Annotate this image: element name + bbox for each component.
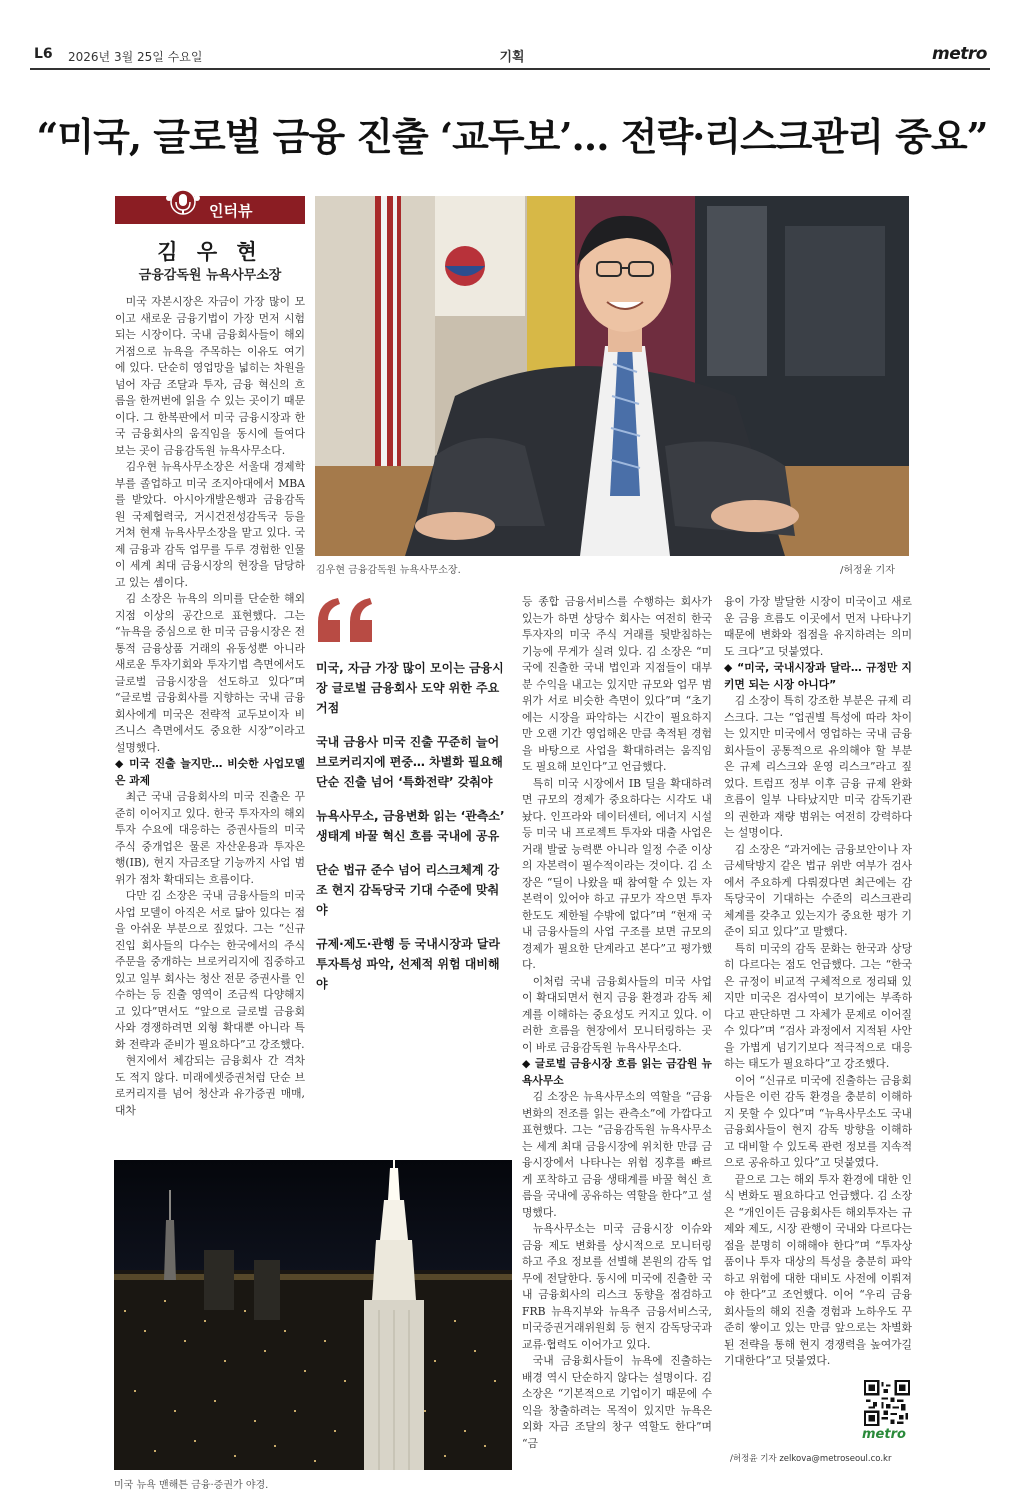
city-night-photo: [114, 1160, 512, 1470]
microphone-icon: [163, 188, 203, 222]
interview-photo-illustration: [315, 196, 909, 556]
footer-brand-logo: metro: [862, 1427, 906, 1442]
article-paragraph: 미국 자본시장은 자금이 가장 많이 모이고 새로운 금융기법이 가장 먼저 시험되는 시장이다. 국내 금융회사들이 해외 거점으로 뉴욕을 주목하는 이유도 여기에 있다. 단순히 영업망을 넓히는 차원을 넘어 자금 조달과 투자, 금융 혁신의 흐름을 한꺼번에 읽을 수 있는 곳이기 때문이다. 그 한복판에서 미국 금융시장과 한국 금융회사의 움직임을 동시에 들여다보는 곳이 금융감독원 뉴욕사무소다.: [115, 295, 305, 457]
article-paragraph: 김 소장은 뉴욕사무소의 역할을 “금융 변화의 전조를 읽는 관측소”에 가깝다고 표현했다. 그는 “금융감독원 뉴욕사무소는 세계 최대 금융시장에 위치한 만큼 금융시장에서 나타나는 위험 징후를 빠르게 포착하고 금융 생태계를 바꿀 혁신 흐름을 국내에 공유하는 역할을 한다”고 설명했다.: [522, 1090, 712, 1219]
article-paragraph: 뉴욕사무소는 미국 금융시장 이슈와 금융 제도 변화를 상시적으로 모니터링하고 주요 정보를 선별해 본원의 감독 업무에 전달한다. 동시에 미국에 진출한 국내 금융회사의 리스크 동향을 점검하고 FRB 뉴욕지부와 뉴욕주 금융서비스국, 미국증권거래위원회 등 현지 감독당국과 교류·협력도 이어가고 있다.: [522, 1222, 712, 1351]
pull-quote-box: [316, 596, 508, 1008]
interview-photo-credit: /허정윤 기자: [840, 565, 895, 576]
article-paragraph: 김 소장이 특히 강조한 부분은 규제 리스크다. 그는 “업권별 특성에 따라 차이는 있지만 미국에서 영업하는 국내 금융회사들이 공통적으로 유의해야 할 부분은 규제 리스크와 운영 리스크”라고 짚었다. 트럼프 정부 이후 금융 규제 완화 흐름이 일부 나타났지만 미국 감독기관의 권한과 재량 범위는 여전히 강력하다는 설명이다.: [724, 694, 912, 839]
pull-quote-5: 규제·제도·관행 등 국내시장과 달라 투자특성 파악, 선제적 위험 대비해야: [316, 937, 500, 991]
brand-logo: metro: [932, 44, 987, 64]
interviewee-name: 김 우 현: [157, 239, 263, 264]
article-paragraph: 끝으로 그는 해외 투자 환경에 대한 인식 변화도 필요하다고 언급했다. 김 소장은 “개인이든 금융회사든 해외투자는 규제와 제도, 시장 관행이 국내와 다르다는 점을 분명히 이해해야 한다”며 “투자상품이나 투자 대상의 특성을 충분히 파악하고 위험에 대한 대비도 사전에 이뤄져야 한다”고 조언했다. 이어 “우리 금융회사들의 해외 진출 경험과 노하우도 꾸준히 쌓이고 있는 만큼 앞으로는 차별화된 전략을 통해 현지 경쟁력을 높여가길 기대한다”고 덧붙였다.: [724, 1172, 912, 1367]
article-subheading: ◆ “미국, 국내시장과 달라… 규정만 지키면 되는 시장 아니다”: [724, 661, 912, 691]
interviewee-title: 금융감독원 뉴욕사무소장: [138, 268, 282, 283]
article-column-1: [115, 294, 305, 1154]
interview-photo: [315, 196, 909, 556]
article-paragraph: 다만 김 소장은 국내 금융사들의 미국 사업 모델이 아직은 서로 닮아 있다는 점을 아쉬운 부분으로 짚었다. 그는 “신규 진입 회사들의 다수는 한국에서의 주식 주문을 중개하는 브로커리지에 집중하고 있고 일부 회사는 청산 전문 증권사를 인수하는 등 진출 영역이 조금씩 다양해지고 있다”면서도 “앞으로 글로벌 금융회사와 경쟁하려면 외형 확대뿐 아니라 특화 전략과 준비가 필요하다”고 강조했다.: [115, 889, 305, 1051]
article-paragraph: 등 종합 금융서비스를 수행하는 회사가 있는가 하면 상당수 회사는 여전히 한국 투자자의 미국 주식 거래를 뒷받침하는 기능에 무게가 실려 있다. 김 소장은 “미국에 진출한 국내 법인과 지점들이 대부분 수익을 내고는 있지만 규모와 업무 범위가 서로 비슷한 측면이 있다”며 “초기에는 시장을 파악하는 시간이 필요하지만 오랜 기간 영업해온 만큼 축적된 경험을 바탕으로 사업을 확대하려는 움직임도 필요해 보인다”고 언급했다.: [522, 595, 712, 773]
article-paragraph: 이처럼 국내 금융회사들의 미국 사업이 확대되면서 현지 금융 환경과 감독 체계를 이해하는 중요성도 커지고 있다. 이러한 흐름을 현장에서 모니터링하는 곳이 바로 금융감독원 뉴욕사무소다.: [522, 974, 712, 1054]
interview-tag: [115, 196, 305, 224]
city-photo-caption: 미국 뉴욕 맨해튼 금융·증권가 야경.: [114, 1480, 269, 1491]
article-paragraph: 융이 가장 발달한 시장이 미국이고 새로운 금융 흐름도 이곳에서 먼저 나타나기 때문에 변화와 접점을 유지하려는 의미도 크다”고 덧붙였다.: [724, 595, 912, 658]
pull-quote-1: 미국, 자금 가장 많이 모이는 금융시장 글로벌 금융회사 도약 위한 주요거점: [316, 661, 504, 715]
headline: “미국, 글로벌 금융 진출 ‘교두보’… 전략·리스크관리 중요”: [36, 114, 988, 159]
pull-quote-2: 국내 금융사 미국 진출 꾸준히 늘어 브로커리지에 편중… 차별화 필요해 단순 진출 넘어 ‘특화전략’ 갖춰야: [316, 735, 503, 789]
pull-quote-4: 단순 법규 준수 넘어 리스크체계 강조 현지 감독당국 기대 수준에 맞춰야: [316, 863, 500, 917]
article-paragraph: 김 소장은 뉴욕의 의미를 단순한 해외 지점 이상의 공간으로 표현했다. 그는 “뉴욕을 중심으로 한 미국 금융시장은 전통적 금융상품 거래의 유동성뿐 아니라 새로운 투자기회와 투자기법 측면에서도 글로벌 금융시장을 선도하고 있다”며 “글로벌 금융회사를 지향하는 국내 금융회사에게 미국은 전략적 교두보이자 비즈니스 측면에서도 중요한 시장”이라고 설명했다.: [115, 592, 305, 754]
article-paragraph: 국내 금융회사들이 뉴욕에 진출하는 배경 역시 단순하지 않다는 설명이다. 김 소장은 “기본적으로 기업이기 때문에 수익을 창출하려는 목적이 있지만 뉴욕은 외화 자금 조달의 창구 역할도 한다”며 “금: [522, 1354, 712, 1450]
quote-mark-icon: [316, 596, 376, 644]
interview-photo-caption: 김우현 금융감독원 뉴욕사무소장.: [316, 565, 461, 576]
article-paragraph: 이어 “신규로 미국에 진출하는 금융회사들은 이런 감독 환경을 충분히 이해하지 못할 수 있다”며 “뉴욕사무소도 국내 금융회사들이 현지 감독 방향을 이해하고 대비할 수 있도록 관련 정보를 지속적으로 공유하고 있다”고 덧붙였다.: [724, 1073, 912, 1169]
city-night-photo-illustration: [114, 1160, 512, 1470]
interview-tag-label: 인터뷰: [209, 202, 253, 220]
pull-quote-3: 뉴욕사무소, 금융변화 읽는 ‘관측소’ 생태계 바꿀 혁신 흐름 국내에 공유: [316, 809, 505, 843]
article-paragraph: 김우현 뉴욕사무소장은 서울대 경제학부를 졸업하고 미국 조지아대에서 MBA를 받았다. 아시아개발은행과 금융감독원 국제협력국, 거시건전성감독국 등을 거쳐 현재 뉴욕사무소장을 맡고 있다. 국제 금융과 감독 업무를 두루 경험한 인물이 세계 최대 금융시장의 현장을 담당하고 있는 셈이다.: [115, 460, 305, 589]
header-rule: [30, 68, 990, 70]
issue-date: 2026년 3월 25일 수요일: [68, 50, 203, 64]
page-folio: L6: [34, 46, 53, 62]
article-paragraph: 특히 미국의 감독 문화는 한국과 상당히 다르다는 점도 언급했다. 그는 “한국은 규정이 비교적 구체적으로 정리돼 있지만 미국은 검사역이 보기에는 부족하다고 판단하면 그 자체가 문제로 이어질 수 있다”며 “검사 과정에서 지적된 사안을 가볍게 넘기기보다 적극적으로 대응하는 태도가 필요하다”고 강조했다.: [724, 941, 912, 1070]
article-column-4: [724, 594, 912, 1434]
section-label: 기획: [499, 50, 525, 65]
article-paragraph: 현지에서 체감되는 금융회사 간 격차도 적지 않다. 미래에셋증권처럼 단순 브로커리지를 넘어 청산과 유가증권 매매, 대차: [115, 1054, 305, 1117]
article-column-3: [522, 594, 712, 1474]
article-paragraph: 김 소장은 “과거에는 금융보안이나 자금세탁방지 같은 법규 위반 여부가 검사에서 주요하게 다뤄졌다면 최근에는 감독당국이 기대하는 수준의 리스크관리 체계를 갖추고 있는지가 중요한 평가 기준이 되고 있다”고 말했다.: [724, 842, 912, 938]
article-paragraph: 특히 미국 시장에서 IB 딜을 확대하려면 규모의 경제가 중요하다는 시각도 내놨다. 인프라와 데이터센터, 에너지 시설 등 미국 내 프로젝트 투자와 대출 사업은 거래 발굴 능력뿐 아니라 일정 수준 이상의 자본력이 필수적이라는 것이다. 김 소장은 “딜이 나왔을 때 참여할 수 있는 자본력이 있어야 하고 규모가 작으면 투자 한도도 제한될 수밖에 없다”며 “현재 국내 금융사들의 사업 구조를 보면 규모의 경제가 필요한 단계라고 본다”고 평가했다.: [522, 776, 712, 971]
article-paragraph: 최근 국내 금융회사의 미국 진출은 꾸준히 이어지고 있다. 한국 투자자의 해외 투자 수요에 대응하는 증권사들의 미국 주식 중개업은 물론 자산운용과 투자은행(IB), 현지 자금조달 기능까지 사업 범위가 점차 확대되는 흐름이다.: [115, 790, 305, 886]
article-subheading: ◆ 글로벌 금융시장 흐름 읽는 금감원 뉴욕사무소: [522, 1057, 712, 1087]
qr-code-icon: [864, 1380, 910, 1426]
article-subheading: ◆ 미국 진출 늘지만… 비슷한 사업모델은 과제: [115, 757, 305, 787]
reporter-byline: /허정윤 기자 zelkova@metroseoul.co.kr: [730, 1454, 892, 1464]
